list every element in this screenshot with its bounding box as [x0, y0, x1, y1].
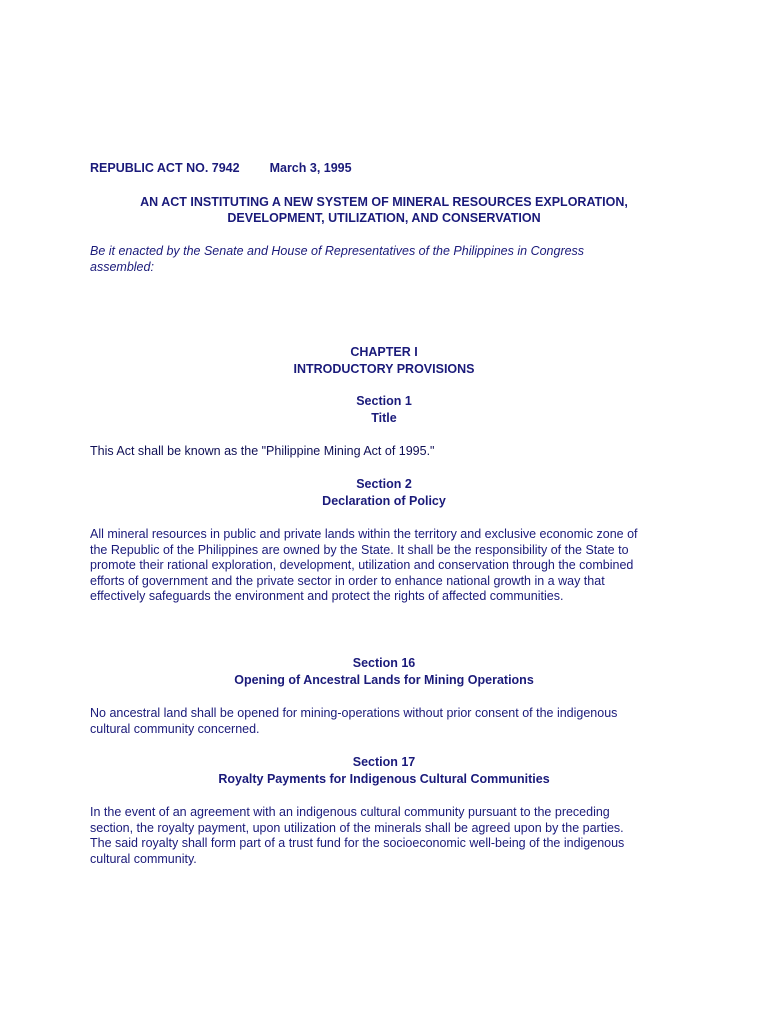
- section-body: [90, 805, 678, 867]
- section-body-line: promote their rational exploration, development, utilization and conservation through the combined: [90, 558, 634, 572]
- section-number: Section 1: [356, 394, 412, 408]
- section-number: Section 17: [352, 755, 416, 769]
- section-heading: [90, 754, 678, 787]
- section-heading: [90, 476, 678, 509]
- enacting-clause-line: Be it enacted by the Senate and House of Representatives of the Philippines in Congress: [90, 244, 585, 258]
- section-heading: [90, 393, 678, 426]
- section-body: [90, 444, 678, 460]
- section-body-line: efforts of government and the private sector in order to enhance national growth in a way that: [90, 573, 605, 588]
- act-date: March 3, 1995: [269, 161, 352, 175]
- section-title: Opening of Ancestral Lands for Mining Operations: [234, 672, 534, 687]
- enacting-clause: [90, 244, 678, 275]
- section-body-line: The said royalty shall form part of a trust fund for the socioeconomic well-being of the indigenous: [90, 836, 625, 850]
- act-title: [90, 194, 678, 226]
- section-body-line: cultural community.: [90, 851, 197, 866]
- section-body-line: cultural community concerned.: [90, 721, 260, 736]
- section-body: [90, 527, 678, 605]
- section-body-line: All mineral resources in public and private lands within the territory and exclusive economic zone of: [90, 527, 638, 541]
- section-body-line: No ancestral land shall be opened for mining-operations without prior consent of the indigenous: [90, 706, 618, 720]
- section-number: Section 16: [352, 656, 416, 670]
- act-number: REPUBLIC ACT NO. 7942: [90, 161, 240, 175]
- act-title-line: DEVELOPMENT, UTILIZATION, AND CONSERVATION: [227, 211, 541, 225]
- section-title: Royalty Payments for Indigenous Cultural Communities: [218, 771, 550, 786]
- act-title-line: AN ACT INSTITUTING A NEW SYSTEM OF MINERAL RESOURCES EXPLORATION,: [140, 195, 628, 209]
- section-heading: [90, 655, 678, 688]
- chapter-name: INTRODUCTORY PROVISIONS: [293, 361, 475, 376]
- section-body-line: effectively safeguards the environment and protect the rights of affected communities.: [90, 589, 564, 603]
- section-body-line: the Republic of the Philippines are owned by the State. It shall be the responsibility of the State to: [90, 542, 629, 557]
- section-body: [90, 706, 678, 737]
- chapter-heading: [90, 344, 678, 377]
- chapter-number: CHAPTER I: [350, 345, 418, 359]
- act-header: [90, 161, 678, 175]
- section-body-line: This Act shall be known as the "Philippine Mining Act of 1995.": [90, 444, 435, 458]
- section-title: Declaration of Policy: [322, 493, 446, 508]
- section-body-line: section, the royalty payment, upon utilization of the minerals shall be agreed upon by the parties.: [90, 820, 624, 835]
- section-title: Title: [371, 410, 397, 425]
- enacting-clause-line: assembled:: [90, 259, 154, 274]
- section-number: Section 2: [356, 477, 412, 491]
- section-body-line: In the event of an agreement with an indigenous cultural community pursuant to the preceding: [90, 805, 610, 819]
